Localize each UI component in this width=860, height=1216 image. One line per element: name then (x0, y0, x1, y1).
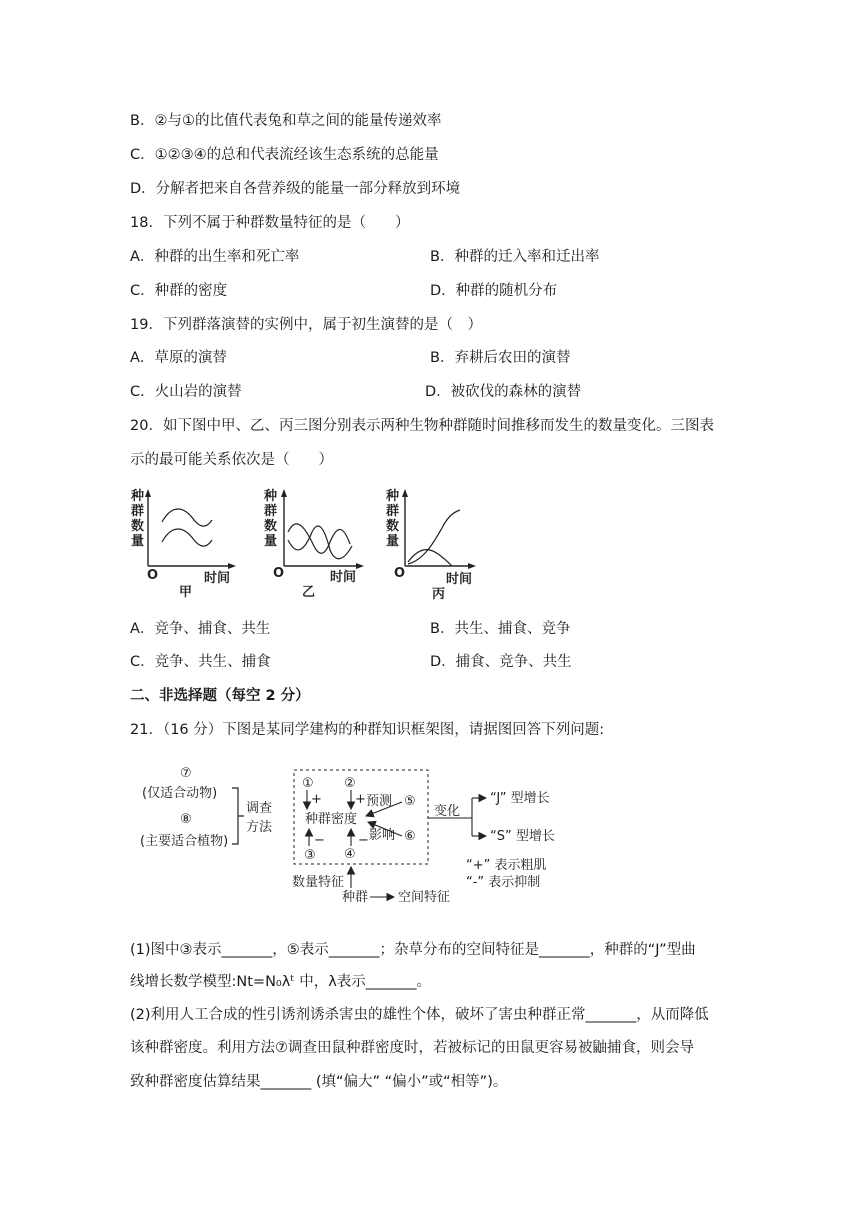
graph-jia (128, 486, 238, 598)
affect-label: 影响 (369, 828, 396, 843)
graph-jia-xlabel: 时间 (204, 571, 231, 586)
survey-label-1: 调查 (246, 801, 273, 816)
q20-stem-line2: 示的最可能关系依次是（ ） (130, 452, 333, 468)
spatial-feature-label: 空间特征 (398, 890, 451, 905)
graph-jia-ylabel-1: 种 (131, 489, 145, 504)
graph-jia-ylabel-2: 群 (131, 504, 145, 519)
graph-bing-name: 丙 (432, 587, 446, 602)
q17-option-b: B．②与①的比值代表兔和草之间的能量传递效率 (130, 113, 442, 129)
population-label: 种群 (342, 890, 369, 905)
q20-stem-line1: 20．如下图中甲、乙、丙三图分别表示两种生物种群随时间推移而发生的数量变化。三图表 (130, 418, 714, 434)
q20-option-c: C．竞争、共生、捕食 (130, 654, 271, 670)
q18-option-a: A．种群的出生率和死亡率 (130, 249, 300, 265)
graph-yi (262, 486, 374, 598)
label-7: ⑦ (180, 766, 192, 781)
plus-2: + (355, 792, 366, 807)
jia-curve-upper (162, 509, 212, 526)
plus-1: + (311, 792, 322, 807)
graph-yi-ylabel-3: 数 (264, 519, 278, 534)
minus-1: − (314, 833, 325, 848)
q19-option-c: C．火山岩的演替 (130, 384, 242, 400)
label-6: ⑥ (404, 829, 416, 844)
graph-bing-origin: O (394, 566, 406, 581)
population-knowledge-diagram (130, 760, 610, 910)
s-growth-label: “S” 型增长 (490, 829, 555, 844)
q18-option-b: B．种群的迁入率和迁出率 (430, 249, 600, 265)
section-2-heading: 二、非选择题（每空 2 分） (130, 688, 310, 704)
q21-stem: 21．（16 分）下图是某同学建构的种群知识框架图，请据图回答下列问题: (130, 722, 605, 738)
graph-jia-name: 甲 (179, 585, 193, 600)
survey-label-2: 方法 (246, 820, 273, 835)
bing-curve-rising (408, 510, 460, 564)
graph-jia-origin: O (147, 568, 159, 583)
q21-sub2-line3: 致种群密度估算结果_______ (填“偏大” “偏小”或“相等”)。 (130, 1074, 508, 1090)
q18-stem: 18．下列不属于种群数量特征的是（ ） (130, 215, 410, 231)
q17-option-d: D．分解者把来自各营养级的能量一部分释放到环境 (130, 181, 461, 197)
change-label: 变化 (434, 804, 461, 819)
q20-option-a: A．竞争、捕食、共生 (130, 621, 271, 637)
bing-curve-declining (408, 550, 452, 566)
q19-option-b: B．弃耕后农田的演替 (430, 350, 571, 366)
graph-jia-ylabel-3: 数 (131, 519, 145, 534)
graph-yi-name: 乙 (302, 585, 316, 600)
q19-stem: 19．下列群落演替的实例中，属于初生演替的是（ ） (130, 317, 482, 333)
q19-option-d: D．被砍伐的森林的演替 (425, 384, 582, 400)
q21-sub1-line2: 线增长数学模型:Nt=N₀λᵗ 中，λ表示_______。 (130, 974, 432, 990)
q19-option-a: A．草原的演替 (130, 350, 227, 366)
label-8: ⑧ (180, 812, 192, 827)
graph-yi-origin: O (273, 566, 285, 581)
graph-bing-ylabel-1: 种 (386, 489, 400, 504)
label-5: ⑤ (404, 794, 416, 809)
q18-option-d: D．种群的随机分布 (430, 283, 558, 299)
q17-option-c: C．①②③④的总和代表流经该生态系统的总能量 (130, 147, 439, 163)
graph-yi-xlabel: 时间 (330, 570, 357, 585)
graph-yi-ylabel-2: 群 (264, 504, 278, 519)
yi-curve-a (288, 524, 350, 553)
q20-option-d: D．捕食、竞争、共生 (430, 654, 572, 670)
density-label: 种群密度 (305, 812, 358, 827)
quantity-feature-label: 数量特征 (292, 875, 345, 890)
q21-sub2-line1: (2)利用人工合成的性引诱剂诱杀害虫的雄性个体，破坏了害虫种群正常_______，从而降低 (130, 1007, 709, 1023)
label-2: ② (344, 776, 356, 791)
label-4: ④ (344, 847, 356, 862)
label-3: ③ (304, 848, 316, 863)
graph-bing-xlabel: 时间 (446, 572, 473, 587)
q18-option-c: C．种群的密度 (130, 283, 228, 299)
q20-option-b: B．共生、捕食、竞争 (430, 621, 571, 637)
predict-label: 预测 (366, 794, 393, 809)
label-7-note: (仅适合动物) (142, 786, 218, 801)
graph-bing-ylabel-2: 群 (386, 504, 400, 519)
j-growth-label: “J” 型增长 (490, 791, 550, 806)
graph-yi-ylabel-4: 量 (264, 534, 278, 549)
jia-curve-lower (162, 529, 212, 546)
note-plus: “+” 表示粗肌 (466, 858, 547, 873)
graph-bing-ylabel-4: 量 (386, 534, 400, 549)
graph-yi-ylabel-1: 种 (264, 489, 278, 504)
graph-bing (384, 486, 480, 600)
note-minus: “-” 表示抑制 (466, 875, 541, 890)
q21-sub1-line1: (1)图中③表示_______，⑤表示_______；杂草分布的空间特征是_______，种群的“J”型曲 (130, 942, 696, 958)
q21-sub2-line2: 该种群密度。利用方法⑦调查田鼠种群密度时，若被标记的田鼠更容易被鼬捕食，则会导 (130, 1040, 694, 1056)
label-8-note: (主要适合植物) (140, 834, 229, 849)
graph-jia-ylabel-4: 量 (131, 534, 145, 549)
graph-bing-ylabel-3: 数 (386, 519, 400, 534)
label-1: ① (302, 776, 314, 791)
minus-2: − (358, 833, 369, 848)
